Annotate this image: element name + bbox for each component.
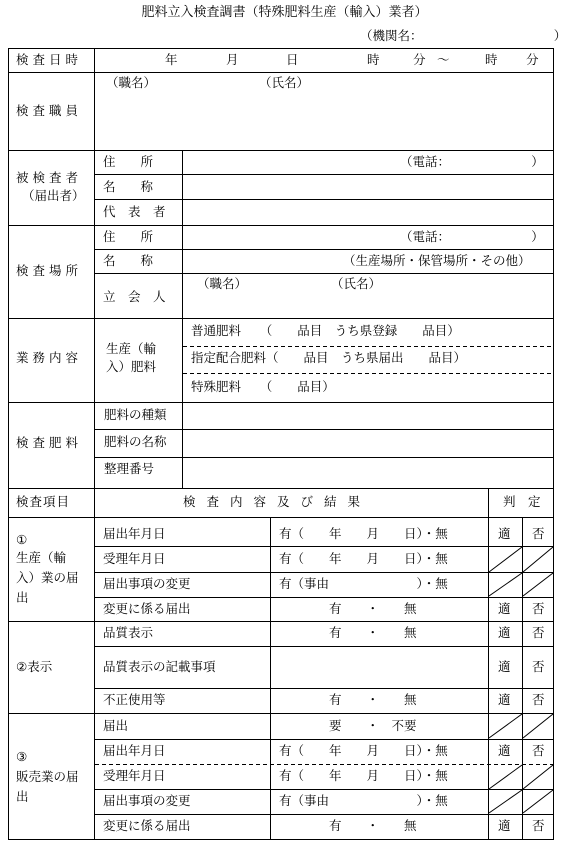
sec1-row-value[interactable]: 有 ・ 無 bbox=[329, 601, 417, 616]
sec1-label: 生産（輸 bbox=[16, 550, 67, 565]
inspectee-label: 被検査者 bbox=[16, 170, 83, 185]
hour2-label: 時 bbox=[485, 52, 498, 67]
ok-mark[interactable]: 適 bbox=[498, 692, 511, 707]
sec2-row-label: 品質表示 bbox=[103, 625, 154, 640]
datetime-label: 検査日時 bbox=[16, 52, 83, 67]
business-row: 普通肥料 （ 品目 うち県登録 品目） bbox=[191, 323, 460, 338]
items-header-content: 検査内容及び結果 bbox=[183, 494, 372, 509]
tilde: ～ bbox=[437, 52, 450, 67]
document-title: 肥料立入検査調書（特殊肥料生産（輸入）業者） bbox=[141, 5, 428, 20]
inspectee-sublabel: （届出者） bbox=[22, 188, 85, 203]
items-header-judge: 判 定 bbox=[503, 494, 541, 509]
witness-position: （職名） bbox=[197, 276, 248, 291]
ng-mark[interactable]: 否 bbox=[532, 526, 545, 541]
minute-label: 分 bbox=[413, 52, 426, 67]
business-sub2: 入）肥料 bbox=[106, 359, 157, 374]
items-header-item: 検査項目 bbox=[16, 494, 71, 509]
ok-mark[interactable]: 適 bbox=[498, 625, 511, 640]
sec1-row-label: 届出年月日 bbox=[103, 526, 166, 541]
ok-mark[interactable]: 適 bbox=[498, 818, 511, 833]
sec3-row-label: 変更に係る届出 bbox=[103, 818, 191, 833]
hour-label: 時 bbox=[367, 52, 380, 67]
place-phone: （電話： ） bbox=[400, 229, 544, 244]
business-row: 指定配合肥料（ 品目 うち県届出 品目） bbox=[191, 350, 467, 365]
sec1-label: 入）業の届 bbox=[16, 570, 79, 585]
fertilizer-type-label: 肥料の種類 bbox=[104, 407, 167, 422]
sec3-row-label: 届出 bbox=[103, 718, 129, 733]
sec3-row-value[interactable]: 有 ・ 無 bbox=[329, 818, 417, 833]
sec2-row-value[interactable]: 有 ・ 無 bbox=[329, 692, 417, 707]
inspectee-name-label: 名 称 bbox=[103, 179, 154, 194]
sec3-label: ③ bbox=[16, 749, 28, 764]
ng-mark[interactable]: 否 bbox=[532, 692, 545, 707]
sec3-row-value[interactable]: 有（ 年 月 日）・無 bbox=[279, 768, 448, 783]
inspector-label: 検査職員 bbox=[16, 103, 83, 118]
sec1-row-label: 届出事項の変更 bbox=[103, 576, 191, 591]
place-label: 検査場所 bbox=[16, 263, 83, 278]
fertilizer-name-label: 肥料の名称 bbox=[104, 434, 167, 449]
sec1-label: 出 bbox=[16, 590, 29, 605]
sec1-row-value[interactable]: 有（ 年 月 日）・無 bbox=[279, 526, 448, 541]
business-sub1: 生産（輸 bbox=[106, 341, 157, 356]
day-label: 日 bbox=[286, 52, 299, 67]
sec1-label: ① bbox=[16, 532, 28, 547]
place-address-label: 住 所 bbox=[103, 229, 154, 244]
ok-mark[interactable]: 適 bbox=[498, 526, 511, 541]
sec1-row-label: 変更に係る届出 bbox=[103, 601, 191, 616]
witness-label: 立 会 人 bbox=[103, 289, 166, 304]
fertilizer-label: 検査肥料 bbox=[16, 435, 83, 450]
business-row: 特殊肥料 （ 品目） bbox=[191, 379, 335, 394]
sec2-row-label: 品質表示の記載事項 bbox=[103, 659, 216, 674]
sec2-label: ②表示 bbox=[16, 659, 53, 674]
sec3-row-label: 届出年月日 bbox=[103, 743, 166, 758]
place-name-label: 名 称 bbox=[103, 253, 154, 268]
inspector-name: （氏名） bbox=[259, 75, 310, 90]
sec3-row-label: 届出事項の変更 bbox=[103, 793, 191, 808]
month-label: 月 bbox=[226, 52, 239, 67]
sec3-label: 出 bbox=[16, 789, 29, 804]
ng-mark[interactable]: 否 bbox=[532, 743, 545, 758]
sec3-row-label: 受理年月日 bbox=[103, 768, 166, 783]
sec3-row-value[interactable]: 有（ 年 月 日）・無 bbox=[279, 743, 448, 758]
witness-name: （氏名） bbox=[331, 276, 382, 291]
ng-mark[interactable]: 否 bbox=[532, 659, 545, 674]
sec1-row-value[interactable]: 有（ 年 月 日）・無 bbox=[279, 551, 448, 566]
minute2-label: 分 bbox=[526, 52, 539, 67]
ng-mark[interactable]: 否 bbox=[532, 601, 545, 616]
sec3-row-value[interactable]: 要 ・ 不要 bbox=[329, 718, 417, 733]
ng-mark[interactable]: 否 bbox=[532, 625, 545, 640]
business-label: 業務内容 bbox=[16, 350, 83, 365]
sec3-label: 販売業の届 bbox=[16, 769, 79, 784]
place-kind: （生産場所・保管場所・その他） bbox=[343, 253, 531, 268]
sec3-row-value[interactable]: 有（事由 ）・無 bbox=[279, 793, 448, 808]
ok-mark[interactable]: 適 bbox=[498, 659, 511, 674]
sec2-row-value[interactable]: 有 ・ 無 bbox=[329, 625, 417, 640]
inspectee-phone: （電話： ） bbox=[400, 154, 544, 169]
sec1-row-label: 受理年月日 bbox=[103, 551, 166, 566]
sec1-row-value[interactable]: 有（事由 ）・無 bbox=[279, 576, 448, 591]
fertilizer-number-label: 整理番号 bbox=[104, 461, 155, 476]
inspectee-address-label: 住 所 bbox=[103, 154, 154, 169]
inspectee-rep-label: 代 表 者 bbox=[103, 204, 166, 219]
inspector-position: （職名） bbox=[106, 75, 157, 90]
ok-mark[interactable]: 適 bbox=[498, 743, 511, 758]
sec2-row-label: 不正使用等 bbox=[103, 692, 166, 707]
agency-name-field[interactable]: （機関名： ） bbox=[360, 28, 567, 43]
ng-mark[interactable]: 否 bbox=[532, 818, 545, 833]
year-label: 年 bbox=[165, 52, 178, 67]
ok-mark[interactable]: 適 bbox=[498, 601, 511, 616]
